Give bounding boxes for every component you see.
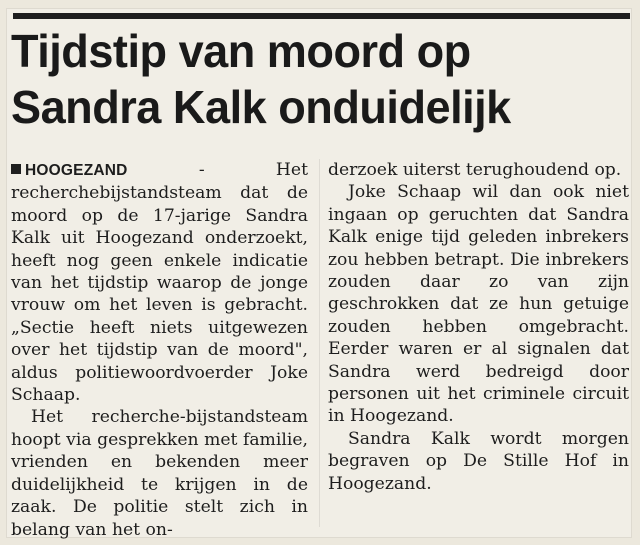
lead-paragraph xyxy=(11,159,308,406)
column-divider xyxy=(319,159,320,527)
paragraph: Sandra Kalk wordt morgen begraven op De Stille Hof in Hoogezand. xyxy=(328,428,629,494)
right-column xyxy=(328,159,629,495)
paragraph: Het recherche-bijstandsteam hoopt via gesprekken met familie, vrienden en bekenden meer duidelijkheid te krijgen in de zaak. De politie stelt zich in belang van het on- xyxy=(11,407,308,540)
dateline: HOOGEZAND xyxy=(25,162,128,179)
headline: Tijdstip van moord op Sandra Kalk onduidelijk xyxy=(11,25,511,133)
dateline-separator: - xyxy=(127,160,276,180)
top-rule xyxy=(13,13,630,19)
paragraph-continuation: derzoek uiterst terughoudend op. xyxy=(328,160,622,180)
lead-square-icon xyxy=(11,164,21,174)
newspaper-clipping xyxy=(7,9,631,540)
paragraph: Joke Schaap wil dan ook niet ingaan op geruchten dat Sandra Kalk enige tijd geleden inbrekers zou hebben betrapt. Die inbrekers zouden daar zo van zijn geschrokken dat ze hun getuige zouden hebben omgebracht. Eerder waren er al signalen dat Sandra werd bedreigd door personen uit het criminele circuit in Hoogezand. xyxy=(328,182,629,427)
left-column xyxy=(11,159,308,541)
paragraph-text: Het recherchebijstandsteam dat de moord op de 17-jarige Sandra Kalk uit Hoogezand onderzoekt, heeft nog geen enkele indicatie van het tijdstip waarop de jonge vrouw om het leven is gebracht. „Sectie heeft niets uitgewezen over het tijdstip van de moord", aldus politiewoordvoerder Joke Schaap. xyxy=(11,160,308,406)
